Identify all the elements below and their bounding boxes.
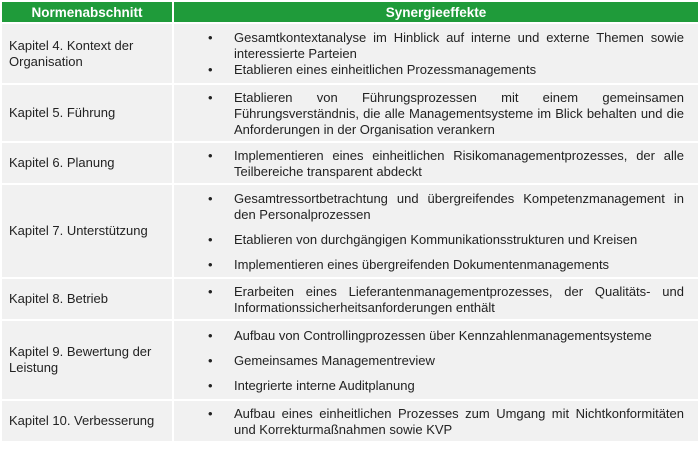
table-row [2,143,698,183]
table-row [2,321,698,399]
bullet-icon: • [208,190,213,206]
effects-list [174,328,684,394]
list-item [174,191,684,223]
list-item [174,90,684,138]
list-item [174,30,684,62]
list-item [174,284,684,316]
bullet-icon: • [208,283,213,299]
table-header-row [2,2,698,22]
effects-list [174,90,684,138]
list-item [174,353,684,369]
effects-cell [174,321,698,399]
bullet-icon: • [208,327,213,343]
effects-cell [174,401,698,441]
effect-text: Gesamtkontextanalyse im Hinblick auf interne und externe Themen sowie interessierte Parteien [234,30,684,61]
section-cell: Kapitel 5. Führung [2,85,172,141]
section-cell: Kapitel 7. Unterstützung [2,185,172,277]
effects-list [174,284,684,316]
bullet-icon: • [208,62,213,77]
effect-text: Aufbau von Controllingprozessen über Kennzahlenmanagementsysteme [234,327,652,343]
effect-text: Gemeinsames Managementreview [234,352,435,368]
effects-cell [174,279,698,319]
bullet-icon: • [208,89,213,105]
effect-text: Aufbau eines einheitlichen Prozesses zum Umgang mit Nichtkonformitäten und Korrekturmaßnahmen sowie KVP [234,405,684,437]
effect-text: Etablieren von Führungsprozessen mit einem gemeinsamen Führungsverständnis, die alle Managementsysteme im Blick behalten und die Anforderungen in der Organisation verankern [234,89,684,137]
bullet-icon: • [208,30,213,45]
effect-text: Implementieren eines einheitlichen Risikomanagementprozesses, der alle Teilbereiche transparent abdeckt [234,147,684,179]
table-row [2,85,698,141]
effect-text: Implementieren eines übergreifenden Dokumentenmanagements [234,256,610,272]
bullet-icon: • [208,231,213,247]
list-item [174,148,684,180]
effects-list [174,30,684,78]
list-item [174,378,684,394]
effect-text: Integrierte interne Auditplanung [234,377,415,393]
section-cell: Kapitel 10. Verbesserung [2,401,172,441]
section-cell: Kapitel 6. Planung [2,143,172,183]
effect-text: Etablieren eines einheitlichen Prozessmanagements [234,62,537,77]
table-row [2,401,698,441]
effects-list [174,148,684,180]
list-item [174,328,684,344]
section-cell: Kapitel 8. Betrieb [2,279,172,319]
bullet-icon: • [208,352,213,368]
list-item [174,406,684,438]
table-row [2,185,698,277]
bullet-icon: • [208,405,213,421]
list-item [174,232,684,248]
list-item [174,257,684,273]
section-cell: Kapitel 9. Bewertung der Leistung [2,321,172,399]
effects-list [174,406,684,438]
effect-text: Etablieren von durchgängigen Kommunikationsstrukturen und Kreisen [234,231,638,247]
table-row [2,279,698,319]
list-item [174,62,684,78]
effects-cell [174,24,698,83]
effect-text: Erarbeiten eines Lieferantenmanagementprozesses, der Qualitäts- und Informationssicherheitsanforderungen enthält [234,283,684,315]
bullet-icon: • [208,377,213,393]
effects-cell [174,85,698,141]
effects-list [174,191,684,273]
effects-cell [174,143,698,183]
effects-cell [174,185,698,277]
section-cell: Kapitel 4. Kontext der Organisation [2,24,172,83]
bullet-icon: • [208,147,213,163]
header-synergieeffekte: Synergieeffekte [174,2,698,22]
table-row [2,24,698,83]
effect-text: Gesamtressortbetrachtung und übergreifendes Kompetenzmanagement in den Personalprozessen [234,190,684,222]
bullet-icon: • [208,256,213,272]
header-normenabschnitt: Normenabschnitt [2,2,172,22]
